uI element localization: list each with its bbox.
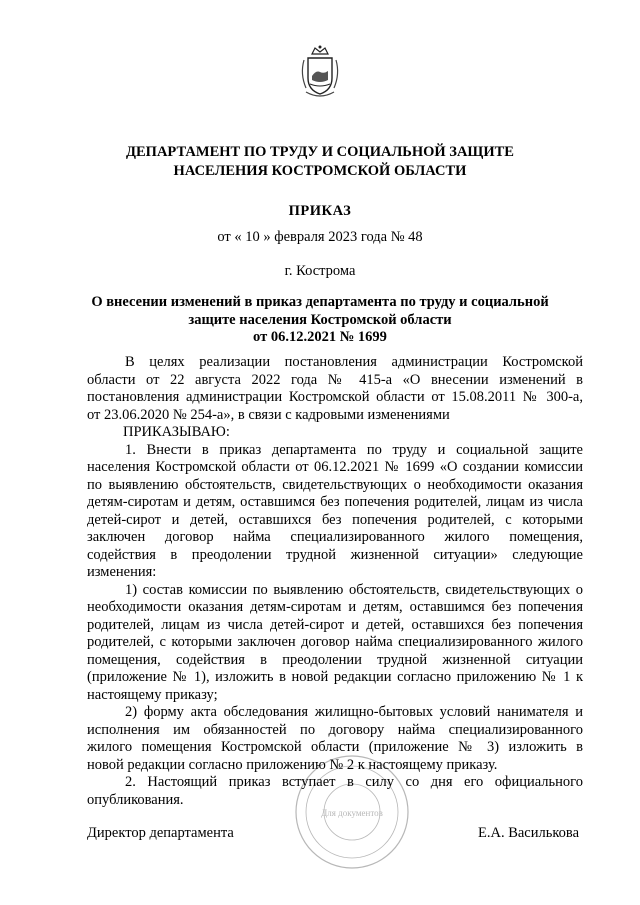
item-1 <box>87 442 583 582</box>
text-line: настоящему приказу; <box>87 686 218 703</box>
text-line: детей-сирот и детей, оставшихся без попечения родителей, с которыми <box>87 511 583 528</box>
subject-line-3: от 06.12.2021 № 1699 <box>253 329 387 345</box>
text-line: родителей, с которыми заключен договор найма специализированного жилого <box>87 634 583 650</box>
text-line: постановления администрации Костромской области от 15.08.2011 № 300-а, <box>87 389 583 405</box>
dept-line-2: НАСЕЛЕНИЯ КОСТРОМСКОЙ ОБЛАСТИ <box>173 163 467 179</box>
department-name <box>60 143 580 181</box>
order-subject <box>60 294 580 347</box>
subject-line-2: защите населения Костромской области <box>188 311 452 328</box>
text-line: населения Костромской области от 06.12.2021 № 1699 «О создании комиссии <box>87 459 583 475</box>
text-line: новой редакции согласно приложению № 2 к настоящему приказу. <box>87 756 498 773</box>
text-line: исполнения им обязанностей по договору найма специализированного <box>87 721 583 738</box>
text-line: изменения: <box>87 564 157 580</box>
order-date: от « 10 » февраля 2023 года № 48 <box>217 229 423 245</box>
text-line: заключен договор найма специализированного жилого помещения, <box>87 529 583 545</box>
document-type: ПРИКАЗ <box>288 203 352 219</box>
signer-name: Е.А. Василькова <box>478 825 580 841</box>
text-line: детям-сиротам и детям, оставшимся без попечения родителей, лицам из числа <box>87 494 583 510</box>
official-stamp-icon <box>292 752 412 872</box>
text-line: (приложение № 1), изложить в новой редакции согласно приложению № 1 к <box>87 669 583 685</box>
preamble <box>87 354 583 424</box>
coat-of-arms-icon <box>298 44 342 100</box>
city: г. Кострома <box>284 263 356 279</box>
text-line: 2. Настоящий приказ вступает в силу со дня его официального <box>125 774 583 790</box>
text-line: содействия в преодолении трудной жизненной ситуации» следующие <box>87 546 583 563</box>
signer-position: Директор департамента <box>87 825 234 841</box>
text-line: 2) форму акта обследования жилищно-бытовых условий нанимателя и <box>125 704 583 720</box>
order-keyword: ПРИКАЗЫВАЮ: <box>123 424 230 440</box>
text-line: 1. Внести в приказ департамента по труду и социальной защите <box>125 441 583 458</box>
sub-item-1 <box>87 582 583 705</box>
text-line: жилого помещения Костромской области (приложение № 3) изложить в <box>87 739 583 755</box>
text-line: опубликования. <box>87 791 184 808</box>
subject-line-1: О внесении изменений в приказ департамента по труду и социальной <box>91 294 549 310</box>
dept-line-1: ДЕПАРТАМЕНТ ПО ТРУДУ И СОЦИАЛЬНОЙ ЗАЩИТЕ <box>126 144 514 160</box>
text-line: необходимости оказания детям-сиротам и детям, оставшимся без попечения <box>87 599 583 615</box>
text-line: помещения, содействия в преодолении трудной жизненной ситуации <box>87 651 583 668</box>
text-line: по выявлению обстоятельств, свидетельствующих о необходимости оказания <box>87 476 583 493</box>
svg-text:Для документов: Для документов <box>321 808 383 818</box>
text-line: от 23.06.2020 № 254-а», в связи с кадровыми изменениями <box>87 406 450 423</box>
text-line: родителей, лицам из числа детей-сирот и детей, оставшихся без попечения <box>87 616 583 633</box>
text-line: области от 22 августа 2022 года № 415-а «О внесении изменений в <box>87 371 583 388</box>
order-body <box>87 354 583 809</box>
text-line: В целях реализации постановления администрации Костромской <box>125 354 583 370</box>
text-line: 1) состав комиссии по выявлению обстоятельств, свидетельствующих о <box>125 581 583 598</box>
